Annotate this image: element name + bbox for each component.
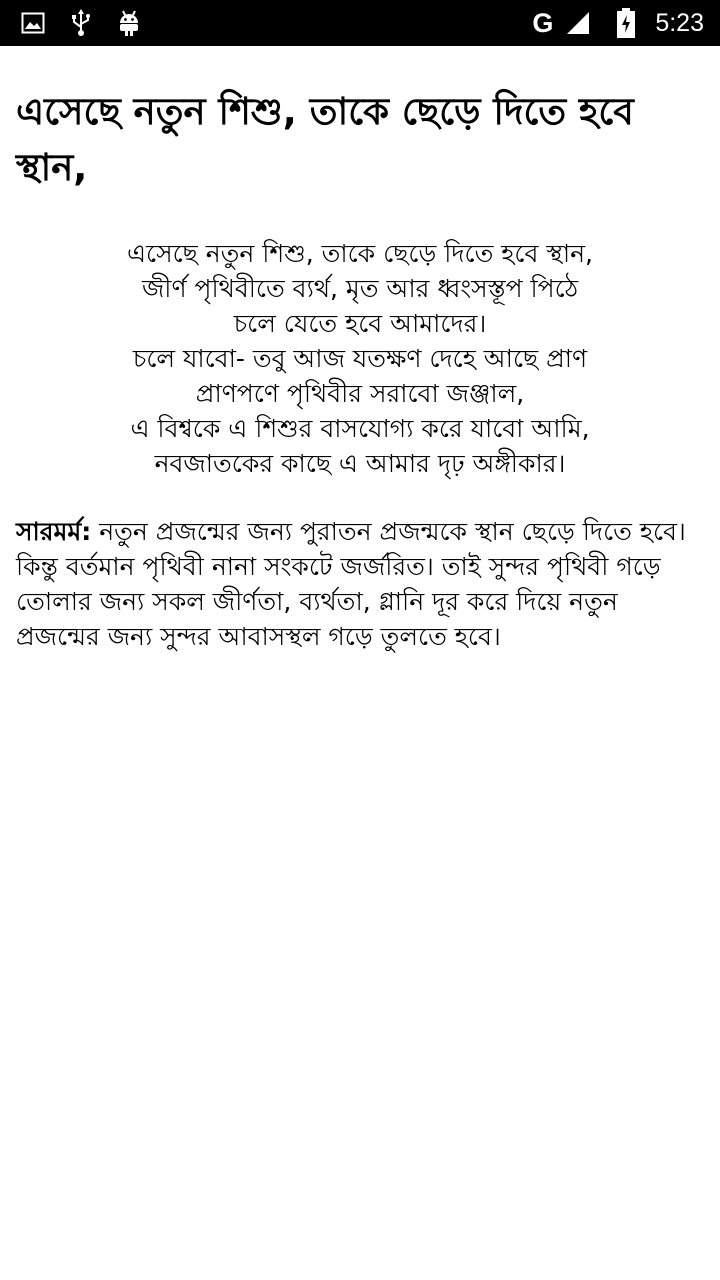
poem-line: এ বিশ্বকে এ শিশুর বাসযোগ্য করে যাবো আমি, <box>130 414 590 443</box>
summary-paragraph <box>16 514 704 654</box>
network-type-label: G <box>532 7 554 38</box>
summary-text: নতুন প্রজন্মের জন্য পুরাতন প্রজন্মকে স্থান ছেড়ে দিতে হবে। কিন্তু বর্তমান পৃথিবী নানা সংকটে জর্জরিত। তাই সুন্দর পৃথিবী গড়ে তোলার জন্য সকল জীর্ণতা, ব্যর্থতা, গ্লানি দূর করে দিয়ে নতুন প্রজন্মের জন্য সুন্দর আবাসস্থল গড়ে তুলতে হবে। <box>16 517 686 651</box>
clock: 5:23 <box>655 8 704 37</box>
status-bar <box>0 0 720 46</box>
article-content <box>0 46 720 654</box>
battery-icon <box>613 10 639 36</box>
summary-label: সারমর্ম: <box>16 517 92 546</box>
image-icon <box>20 10 46 36</box>
page-title: এসেছে নতুন শিশু, তাকে ছেড়ে দিতে হবে স্থান, <box>16 90 634 189</box>
signal-icon <box>565 10 591 36</box>
status-bar-left <box>20 10 142 36</box>
status-bar-right <box>532 8 704 39</box>
poem-line: জীর্ণ পৃথিবীতে ব্যর্থ, মৃত আর ধ্বংসস্তূপ পিঠে <box>141 274 579 303</box>
poem-line: এসেছে নতুন শিশু, তাকে ছেড়ে দিতে হবে স্থান, <box>127 239 593 268</box>
poem-line: প্রাণপণে পৃথিবীর সরাবো জঞ্জাল, <box>195 379 525 408</box>
usb-icon <box>68 10 94 36</box>
poem-line: চলে যাবো- তবু আজ যতক্ষণ দেহে আছে প্রাণ <box>132 344 588 373</box>
poem-line: নবজাতকের কাছে এ আমার দৃঢ় অঙ্গীকার। <box>154 449 566 478</box>
poem-line: চলে যেতে হবে আমাদের। <box>233 309 487 338</box>
android-icon <box>116 10 142 36</box>
poem <box>16 236 704 481</box>
